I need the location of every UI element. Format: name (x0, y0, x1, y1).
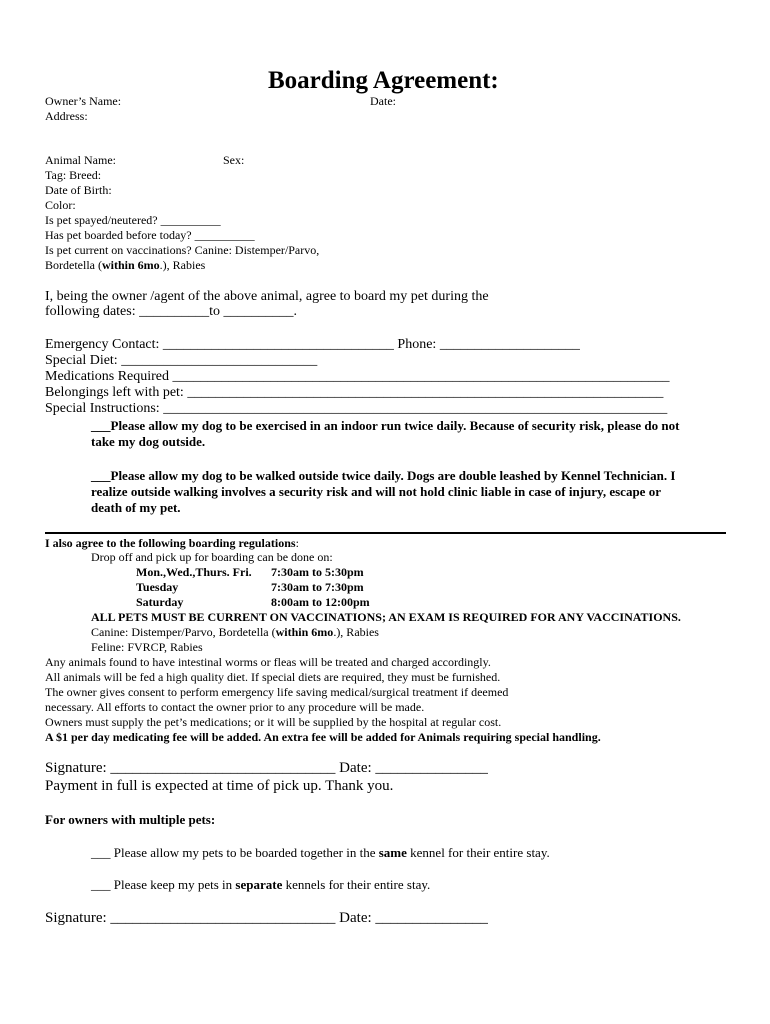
outside-walk-option-cont: realize outside walking involves a security risk and will not hold clinic liable in case of injury, escape or (91, 484, 661, 499)
feline-vaccines: Feline: FVRCP, Rabies (91, 640, 203, 654)
belongings-field: Belongings left with pet: ____________________________________________________________________ (45, 385, 664, 400)
signature-line: Signature: ______________________________ Date: _______________ (45, 760, 488, 776)
canine-vaccines: Canine: Distemper/Parvo, Bordetella (within 6mo.), Rabies (91, 625, 379, 639)
date-of-birth-label: Date of Birth: (45, 183, 112, 197)
agreement-text: I, being the owner /agent of the above animal, agree to board my pet during the (45, 289, 489, 304)
date-label: Date: (370, 94, 396, 108)
tag-breed-label: Tag: Breed: (45, 168, 102, 182)
schedule-hours: 8:00am to 12:00pm (271, 595, 370, 609)
color-label: Color: (45, 198, 76, 212)
medicating-fee-notice: A $1 per day medicating fee will be added. An extra fee will be added for Animals requiring special handling. (45, 730, 601, 744)
vaccinations-detail: Bordetella (within 6mo.), Rabies (45, 258, 206, 272)
schedule-hours: 7:30am to 7:30pm (271, 580, 364, 594)
medications-field: Medications Required _______________________________________________________________________ (45, 369, 670, 384)
separate-kennel-option: ___ Please keep my pets in separate kennels for their entire stay. (91, 877, 431, 892)
schedule-days: Mon.,Wed.,Thurs. Fri. (136, 565, 252, 579)
spayed-neutered-label: Is pet spayed/neutered? __________ (45, 213, 221, 227)
schedule-hours: 7:30am to 5:30pm (271, 565, 364, 579)
dropoff-intro: Drop off and pick up for boarding can be done on: (91, 550, 333, 564)
special-instructions-field: Special Instructions: ________________________________________________________________________ (45, 401, 668, 416)
multiple-pets-heading: For owners with multiple pets: (45, 812, 216, 827)
agreement-dates: following dates: __________to __________. (45, 304, 297, 319)
vaccination-notice: ALL PETS MUST BE CURRENT ON VACCINATIONS; AN EXAM IS REQUIRED FOR ANY VACCINATIONS. (91, 610, 681, 624)
outside-walk-option: ___Please allow my dog to be walked outside twice daily. Dogs are double leashed by Kennel Technician. I (91, 468, 676, 483)
boarded-before-label: Has pet boarded before today? __________ (45, 228, 255, 242)
sex-label: Sex: (223, 153, 245, 167)
section-divider (45, 532, 726, 534)
worms-fleas-rule: Any animals found to have intestinal worms or fleas will be treated and charged accordingly. (45, 655, 491, 669)
outside-walk-option-end: death of my pet. (91, 500, 181, 515)
document-title: Boarding Agreement: (268, 67, 499, 94)
consent-rule: The owner gives consent to perform emergency life saving medical/surgical treatment if deemed (45, 685, 509, 699)
owner-name-label: Owner’s Name: (45, 94, 122, 108)
address-label: Address: (45, 109, 88, 123)
schedule-days: Saturday (136, 595, 184, 609)
special-diet-field: Special Diet: ____________________________ (45, 353, 318, 368)
same-kennel-option: ___ Please allow my pets to be boarded together in the same kennel for their entire stay. (91, 845, 550, 860)
diet-rule: All animals will be fed a high quality diet. If special diets are required, they must be furnished. (45, 670, 501, 684)
medications-rule: Owners must supply the pet’s medications; or it will be supplied by the hospital at regular cost. (45, 715, 502, 729)
schedule-days: Tuesday (136, 580, 179, 594)
animal-name-label: Animal Name: (45, 153, 116, 167)
consent-rule-cont: necessary. All efforts to contact the owner prior to any procedure will be made. (45, 700, 425, 714)
vaccinations-label: Is pet current on vaccinations? Canine: Distemper/Parvo, (45, 243, 320, 257)
indoor-run-option-cont: take my dog outside. (91, 434, 206, 449)
emergency-contact-field: Emergency Contact: _________________________________ Phone: ____________________ (45, 337, 580, 352)
regulations-heading: I also agree to the following boarding regulations: (45, 536, 299, 550)
payment-notice: Payment in full is expected at time of pick up. Thank you. (45, 778, 394, 794)
signature-line-2: Signature: ______________________________ Date: _______________ (45, 910, 488, 926)
indoor-run-option: ___Please allow my dog to be exercised in an indoor run twice daily. Because of security risk, please do not (91, 418, 680, 433)
